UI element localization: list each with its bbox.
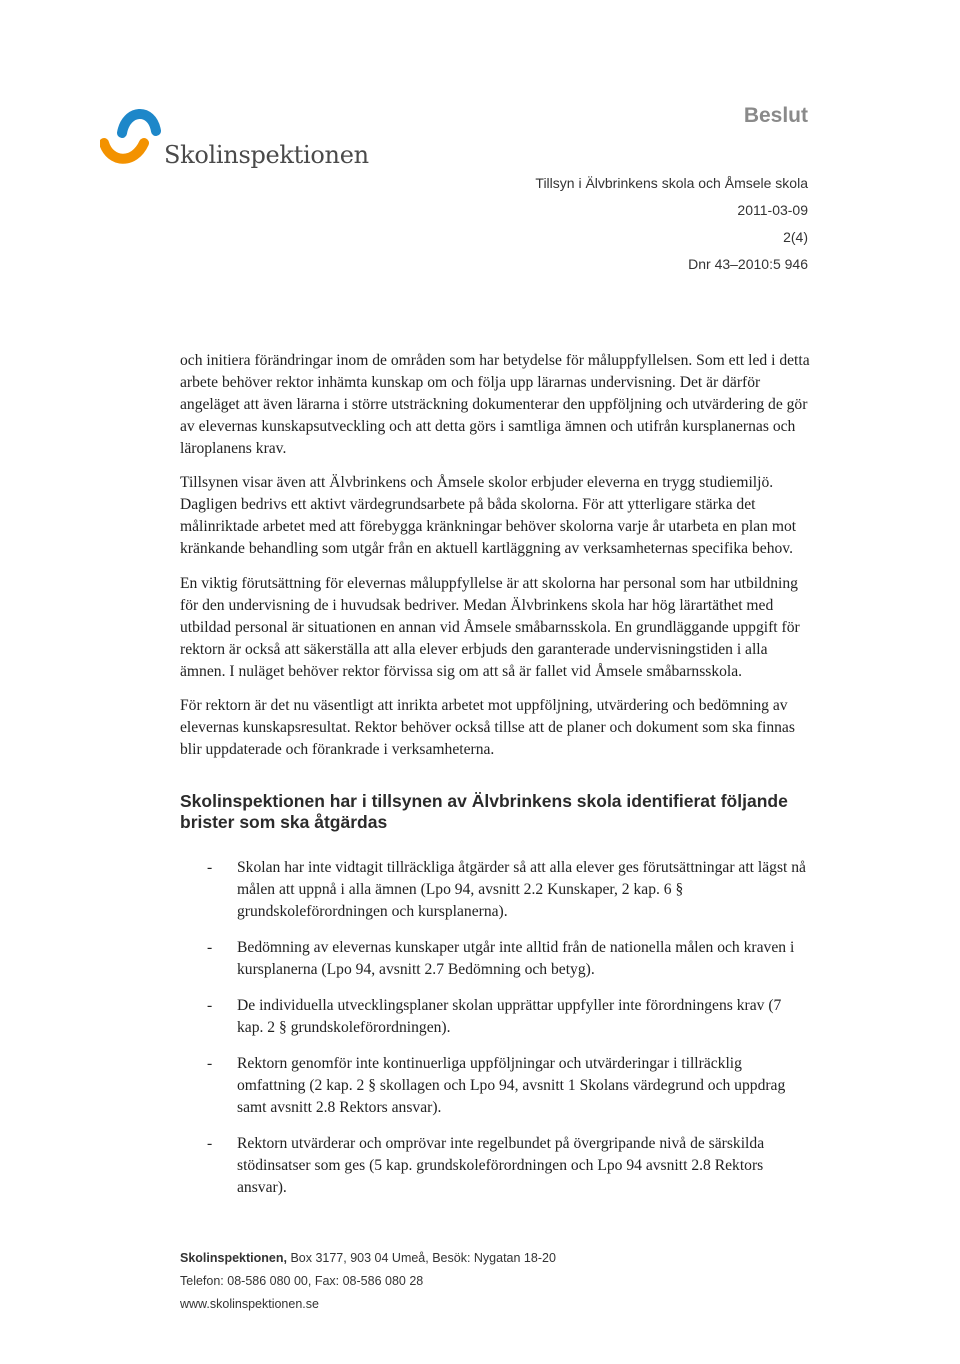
logo xyxy=(100,103,400,173)
body-paragraph: En viktig förutsättning för elevernas måluppfyllelse är att skolorna har personal som har utbildning för den undervisning de i huvudsak bedriver. Medan Älvbrinkens skola har hög lärartäthet med utbildad personal är situationen en annan vid Åmsele småbarnsskola. En grundläggande uppgift för rektorn är också att säkerställa att alla elever erbjuds den garanterade undervisningstiden i alla ämnen. I nuläget behöver rektor förvissa sig om att så är fallet vid Åmsele småbarnsskola. xyxy=(180,575,800,680)
logo-text: Skolinspektionen xyxy=(164,141,369,169)
list-item-text: Bedömning av elevernas kunskaper utgår inte alltid från de nationella målen och kraven i kursplanerna (Lpo 94, avsnitt 2.7 Bedömning och betyg). xyxy=(237,939,795,978)
footer-phone: Telefon: 08-586 080 00, Fax: 08-586 080 28 xyxy=(180,1274,424,1288)
footer-website: www.skolinspektionen.se xyxy=(180,1297,319,1311)
body-paragraph: För rektorn är det nu väsentligt att inrikta arbetet mot uppföljning, utvärdering och bedömning av elevernas kunskapsresultat. Rektor behöver också tillse att de planer och dokument som ska finnas blir uppdaterade och förankrade i verksamheterna. xyxy=(180,697,795,758)
list-item xyxy=(180,995,810,1039)
skolinspektionen-swoosh-icon xyxy=(100,103,162,165)
list-item xyxy=(180,1133,810,1199)
list-item xyxy=(180,937,810,981)
list-item xyxy=(180,857,810,923)
bullet-dash: - xyxy=(207,1135,213,1152)
footer-org: Skolinspektionen, xyxy=(180,1251,287,1265)
bullet-dash: - xyxy=(207,939,213,956)
document-body xyxy=(180,350,810,1213)
bullet-dash: - xyxy=(207,1055,213,1072)
deficiency-list xyxy=(180,857,810,1199)
bullet-dash: - xyxy=(207,997,213,1014)
bullet-dash: - xyxy=(207,859,213,876)
list-item-text: Skolan har inte vidtagit tillräckliga åtgärder så att alla elever ges förutsättningar att lägst nå målen att uppnå i alla ämnen (Lpo 94, avsnitt 2.2 Kunskaper, 2 kap. 6 § grundskoleförordningen och kursplanerna). xyxy=(237,859,806,920)
document-header xyxy=(535,104,808,278)
document-type: Beslut xyxy=(743,104,808,127)
footer-address: Box 3177, 903 04 Umeå, Besök: Nygatan 18-20 xyxy=(286,1251,556,1265)
list-item-text: De individuella utvecklingsplaner skolan upprättar uppfyller inte förordningens krav (7 kap. 2 § grundskoleförordningen). xyxy=(237,997,782,1036)
list-item-text: Rektorn utvärderar och omprövar inte regelbundet på övergripande nivå de särskilda stödinsatser som ges (5 kap. grundskoleförordningen och Lpo 94 avsnitt 2.8 Rektors ansvar). xyxy=(237,1135,765,1196)
body-paragraph: Tillsynen visar även att Älvbrinkens och Åmsele skolor erbjuder eleverna en trygg studiemiljö. Dagligen bedrivs ett aktivt värdegrundsarbete på båda skolorna. För att ytterligare stärka det målinriktade arbetet med att förebygga kränkningar behöver skolorna varje år utarbeta en plan mot kränkande behandling som utgår från en aktuell kartläggning av verksamheternas specifika behov. xyxy=(180,474,797,557)
section-heading: Skolinspektionen har i tillsynen av Älvbrinkens skola identifierat följande brister som ska åtgärdas xyxy=(180,791,788,832)
list-item xyxy=(180,1053,810,1119)
footer xyxy=(180,1247,556,1316)
document-date: 2011-03-09 xyxy=(737,202,808,218)
footer-address-line xyxy=(180,1247,556,1270)
page-number: 2(4) xyxy=(783,229,808,245)
body-paragraph: och initiera förändringar inom de områden som har betydelse för måluppfyllelsen. Som ett led i detta arbete behöver rektor inhämta kunskap om och följa upp lärarnas undervisning. Det är därför angeläget att även lärarna i större utsträckning dokumenterar den uppföljning och utvärdering de gör av elevernas kunskapsutveckling och att detta görs i samtliga ämnen och utifrån kursplanernas och läroplanens krav. xyxy=(180,352,810,457)
case-number: Dnr 43–2010:5 946 xyxy=(688,256,808,272)
list-item-text: Rektorn genomför inte kontinuerliga uppföljningar och utvärderingar i tillräcklig omfattning (2 kap. 2 § skollagen och Lpo 94, avsnitt 1 Skolans värdegrund och uppdrag samt avsnitt 2.8 Rektors ansvar). xyxy=(237,1055,786,1116)
case-title: Tillsyn i Älvbrinkens skola och Åmsele skola xyxy=(535,175,808,191)
